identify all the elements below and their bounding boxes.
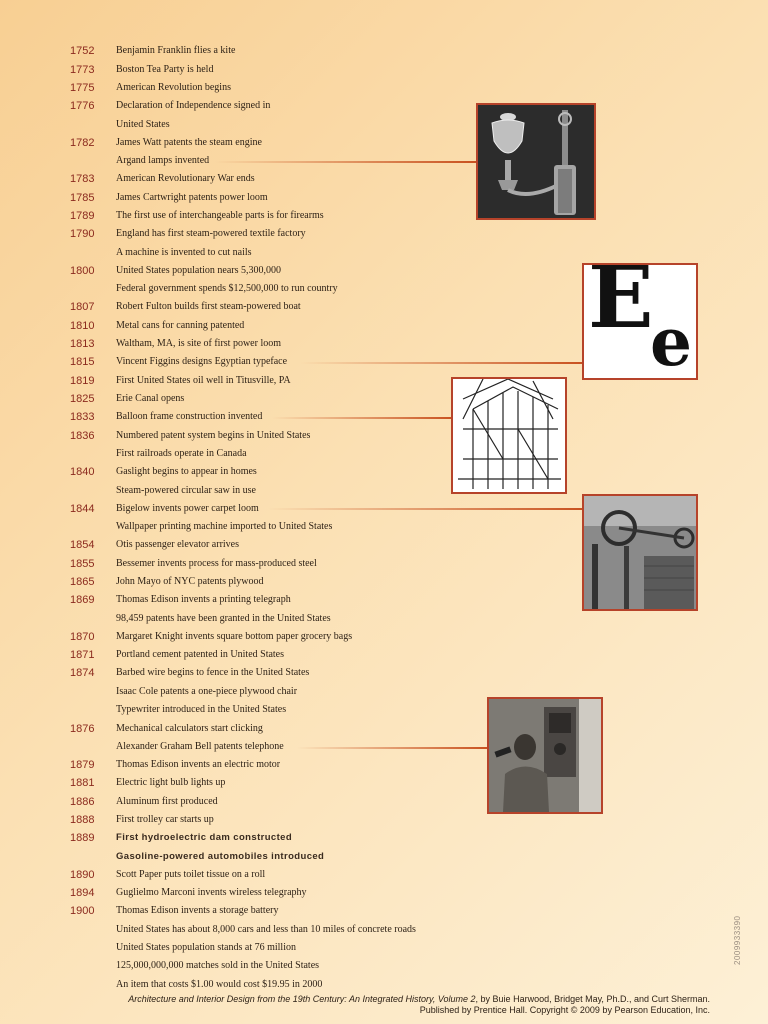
- row-event: Erie Canal opens: [116, 393, 185, 404]
- timeline-row: [0, 756, 470, 774]
- row-event: England has first steam-powered textile factory: [116, 228, 306, 239]
- row-event: A machine is invented to cut nails: [116, 247, 252, 258]
- row-year: 1819: [70, 375, 95, 387]
- row-event: James Cartwright patents power loom: [116, 192, 268, 203]
- row-year: 1782: [70, 137, 95, 149]
- carpet-loom-image: [582, 494, 698, 611]
- row-event: 98,459 patents have been granted in the United States: [116, 613, 331, 624]
- timeline-row: [0, 939, 470, 957]
- row-event: Wallpaper printing machine imported to United States: [116, 521, 333, 532]
- row-event: Barbed wire begins to fence in the United States: [116, 667, 310, 678]
- timeline-row: [0, 97, 470, 115]
- row-event: Mechanical calculators start clicking: [116, 723, 263, 734]
- timeline-row: [0, 683, 470, 701]
- row-event: Vincent Figgins designs Egyptian typeface: [116, 356, 288, 367]
- row-event: Margaret Knight invents square bottom paper grocery bags: [116, 631, 353, 642]
- row-event: First railroads operate in Canada: [116, 448, 247, 459]
- row-event: Waltham, MA, is site of first power loom: [116, 338, 282, 349]
- leader-line-carpet-loom: [268, 508, 584, 510]
- row-event: Portland cement patented in United States: [116, 649, 285, 660]
- timeline-row: [0, 957, 470, 975]
- row-year: 1879: [70, 759, 95, 771]
- leader-line-balloon-frame: [272, 417, 455, 419]
- row-event: Thomas Edison invents a storage battery: [116, 905, 279, 916]
- row-event: Guglielmo Marconi invents wireless telegraphy: [116, 887, 307, 898]
- row-year: 1890: [70, 869, 95, 881]
- timeline-row: [0, 134, 470, 152]
- row-year: 1865: [70, 576, 95, 588]
- credit-book-title: Architecture and Interior Design from the 19th Century: An Integrated History, Volume 2: [128, 994, 476, 1004]
- row-year: 1800: [70, 265, 95, 277]
- typeface-lowercase-e: e: [650, 303, 692, 380]
- row-event: Argand lamps invented: [116, 155, 210, 166]
- timeline-row: [0, 116, 470, 134]
- row-year: 1789: [70, 210, 95, 222]
- typeface-uppercase-e: E: [588, 263, 654, 348]
- row-event: American Revolutionary War ends: [116, 173, 255, 184]
- timeline-row: [0, 79, 470, 97]
- row-year: 1776: [70, 100, 95, 112]
- row-event: James Watt patents the steam engine: [116, 137, 262, 148]
- leader-line-egyptian-typeface: [300, 362, 584, 364]
- credit-authors: , by Buie Harwood, Bridget May, Ph.D., and Curt Sherman.: [475, 994, 710, 1004]
- row-event: Aluminum first produced: [116, 796, 218, 807]
- timeline-row: [0, 884, 470, 902]
- row-event: Thomas Edison invents a printing telegraph: [116, 594, 291, 605]
- timeline-row: [0, 298, 470, 316]
- timeline-row: [0, 244, 470, 262]
- row-event: Federal government spends $12,500,000 to run country: [116, 283, 338, 294]
- row-event: Numbered patent system begins in United States: [116, 430, 311, 441]
- timeline-row: [0, 317, 470, 335]
- row-year: 1813: [70, 338, 95, 350]
- row-year: 1790: [70, 228, 95, 240]
- row-event: Scott Paper puts toilet tissue on a roll: [116, 869, 266, 880]
- row-event: Typewriter introduced in the United States: [116, 704, 287, 715]
- row-year: 1874: [70, 667, 95, 679]
- row-event: United States population nears 5,300,000: [116, 265, 281, 276]
- row-event: Alexander Graham Bell patents telephone: [116, 741, 284, 752]
- row-event: United States has about 8,000 cars and less than 10 miles of concrete roads: [116, 924, 416, 935]
- timeline-row: [0, 921, 470, 939]
- row-year: 1844: [70, 503, 95, 515]
- timeline-row: [0, 61, 470, 79]
- timeline-row: [0, 390, 470, 408]
- row-year: 1840: [70, 466, 95, 478]
- timeline-row: [0, 170, 470, 188]
- leader-line-argand-lamp: [215, 161, 477, 163]
- row-year: 1881: [70, 777, 95, 789]
- row-event: Electric light bulb lights up: [116, 777, 226, 788]
- timeline-row: [0, 701, 470, 719]
- row-year: 1807: [70, 301, 95, 313]
- timeline-row: [0, 573, 470, 591]
- row-event: Bigelow invents power carpet loom: [116, 503, 259, 514]
- row-event: First hydroelectric dam constructed: [116, 832, 293, 843]
- timeline-row: [0, 646, 470, 664]
- timeline-row: [0, 902, 470, 920]
- timeline-row: [0, 829, 470, 847]
- timeline-row: [0, 372, 470, 390]
- timeline-row: [0, 189, 470, 207]
- row-year: 1869: [70, 594, 95, 606]
- timeline-row: [0, 664, 470, 682]
- row-year: 1876: [70, 723, 95, 735]
- timeline-row: [0, 335, 470, 353]
- row-event: John Mayo of NYC patents plywood: [116, 576, 264, 587]
- timeline-row: [0, 42, 470, 60]
- row-event: The first use of interchangeable parts is for firearms: [116, 210, 324, 221]
- row-event: Gaslight begins to appear in homes: [116, 466, 257, 477]
- carpet-loom-illustration: [584, 496, 696, 609]
- credit-publisher: Published by Prentice Hall. Copyright © 2009 by Pearson Education, Inc.: [419, 1005, 710, 1015]
- timeline-row: [0, 262, 470, 280]
- argand-lamp-illustration: [478, 105, 594, 218]
- row-event: Declaration of Independence signed in: [116, 100, 271, 111]
- leader-line-telephone: [297, 747, 490, 749]
- row-year: 1900: [70, 905, 95, 917]
- timeline-row: [0, 207, 470, 225]
- timeline-row: [0, 427, 470, 445]
- timeline-row: [0, 280, 470, 298]
- timeline-row: [0, 482, 470, 500]
- row-year: 1871: [70, 649, 95, 661]
- row-year: 1894: [70, 887, 95, 899]
- timeline-row: [0, 555, 470, 573]
- timeline-row: [0, 793, 470, 811]
- timeline-row: [0, 591, 470, 609]
- row-event: First United States oil well in Titusville, PA: [116, 375, 291, 386]
- row-event: Gasoline-powered automobiles introduced: [116, 851, 325, 862]
- side-code: 2009933390: [733, 915, 742, 965]
- balloon-frame-illustration: [453, 379, 565, 492]
- row-year: 1825: [70, 393, 95, 405]
- row-event: Balloon frame construction invented: [116, 411, 263, 422]
- timeline-row: [0, 774, 470, 792]
- row-event: Benjamin Franklin flies a kite: [116, 45, 236, 56]
- timeline-row: [0, 628, 470, 646]
- row-year: 1775: [70, 82, 95, 94]
- row-year: 1783: [70, 173, 95, 185]
- row-year: 1870: [70, 631, 95, 643]
- timeline-row: [0, 445, 470, 463]
- row-event: Boston Tea Party is held: [116, 64, 214, 75]
- timeline-row: [0, 536, 470, 554]
- argand-lamp-image: [476, 103, 596, 220]
- row-event: Thomas Edison invents an electric motor: [116, 759, 281, 770]
- timeline-row: [0, 610, 470, 628]
- egyptian-typeface-sample: [582, 263, 698, 380]
- timeline-row: [0, 225, 470, 243]
- row-year: 1854: [70, 539, 95, 551]
- timeline-row: [0, 848, 470, 866]
- timeline-row: [0, 518, 470, 536]
- timeline-row: [0, 866, 470, 884]
- row-year: 1810: [70, 320, 95, 332]
- timeline-row: [0, 811, 470, 829]
- row-event: Metal cans for canning patented: [116, 320, 245, 331]
- row-event: First trolley car starts up: [116, 814, 214, 825]
- row-year: 1785: [70, 192, 95, 204]
- row-event: United States population stands at 76 million: [116, 942, 296, 953]
- row-year: 1773: [70, 64, 95, 76]
- row-year: 1836: [70, 430, 95, 442]
- row-year: 1855: [70, 558, 95, 570]
- telephone-image: [487, 697, 603, 814]
- row-year: 1833: [70, 411, 95, 423]
- row-event: Otis passenger elevator arrives: [116, 539, 240, 550]
- row-year: 1886: [70, 796, 95, 808]
- row-event: An item that costs $1.00 would cost $19.95 in 2000: [116, 979, 323, 990]
- row-event: Isaac Cole patents a one-piece plywood chair: [116, 686, 298, 697]
- row-event: Bessemer invents process for mass-produced steel: [116, 558, 317, 569]
- row-year: 1815: [70, 356, 95, 368]
- row-year: 1889: [70, 832, 95, 844]
- row-year: 1752: [70, 45, 95, 57]
- row-event: Robert Fulton builds first steam-powered boat: [116, 301, 301, 312]
- telephone-illustration: [489, 699, 601, 812]
- row-event: Steam-powered circular saw in use: [116, 485, 256, 496]
- row-event: 125,000,000,000 matches sold in the United States: [116, 960, 320, 971]
- timeline-row: [0, 720, 470, 738]
- row-event: United States: [116, 119, 170, 130]
- row-event: American Revolution begins: [116, 82, 231, 93]
- timeline-row: [0, 463, 470, 481]
- balloon-frame-image: [451, 377, 567, 494]
- row-year: 1888: [70, 814, 95, 826]
- citation-credit: [120, 994, 710, 1016]
- timeline-row: [0, 976, 470, 994]
